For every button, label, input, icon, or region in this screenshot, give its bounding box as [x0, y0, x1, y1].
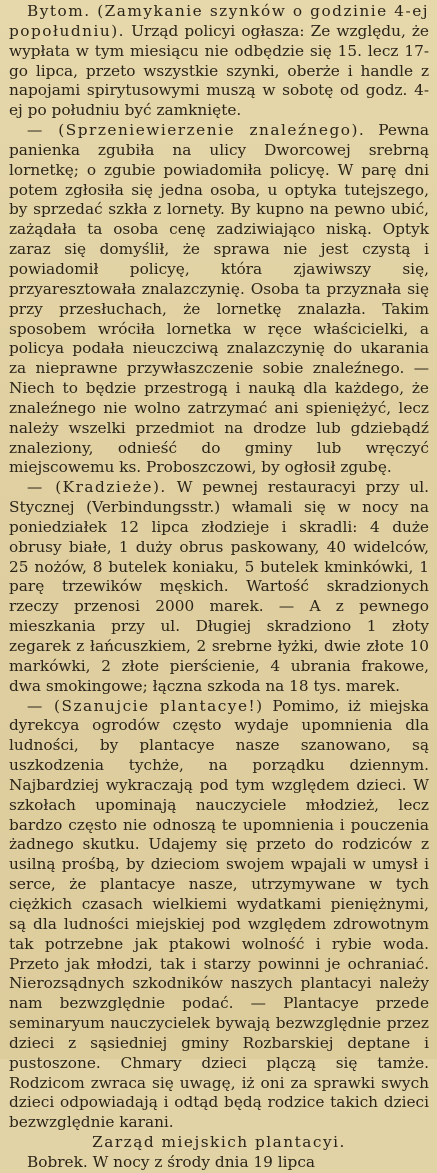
article-heading: — (Szanujcie plantacye!): [27, 696, 264, 715]
article-heading: Bytom. (Zamykanie szynków o godzinie 4-ej popołudniu).: [9, 2, 429, 40]
article-body: Pomimo, iż miejska dyrekcya ogrodów często wydaje upomnienia dla ludności, by plantacye nasze szanowano, są uszkodzenia tychże, na porządku dziennym. Najbardziej wykraczają pod tym względem dzieci. W szkołach upominają nauczyciele młodzież, lecz bardzo często nie odnoszą te upomnienia i pouczenia żadnego skutku. Udajemy się przeto do rodziców z usilną prośbą, by dzieciom swojem wpajali w umysł i serce, że plantacye nasze, utrzymywane w tych ciężkich czasach wielkiemi wydatkami pieniężnymi, są dla ludności miejskiej pod względem zdrowotnym tak potrzebne jak ptakowi wolność i rybie woda. Przeto jak młodzi, tak i starzy powinni je ochraniać. Nierozsądnych szkodników naszych plantacyi należy nam bezwzględnie podać. — Plantacye przede seminaryum nauczycielek bywają bezwzględnie przez dzieci z sąsiedniej gminy Rozbarskiej deptane i pustoszone. Chmary dzieci plączą się tamże. Rodzicom zwraca się uwagę, iż oni za sprawki swych dzieci odpowiadają i odtąd będą rodzice takich dzieci bezwzględnie karani.: [9, 696, 429, 1132]
article-body: W pewnej restauracyi przy ul. Stycznej (Verbindungsstr.) włamali się w nocy na poniedziałek 12 lipca złodzieje i skradli: 4 duże obrusy białe, 1 duży obrus paskowany, 40 widelców, 25 nożów, 8 butelek koniaku, 5 butelek kminkówki, 1 parę trzewików męskich. Wartość skradzionych rzeczy przenosi 2000 marek. — A z pewnego mieszkania przy ul. Długiej skradziono 1 złoty zegarek z łańcuszkiem, 2 srebrne łyżki, dwie złote 10 markówki, 2 złote pierścienie, 4 ubrania frakowe, dwa smokingowe; łączna szkoda na 18 tys. marek.: [9, 478, 429, 695]
article-heading: — (Kradzieże).: [27, 478, 167, 497]
article-column: [9, 2, 429, 1171]
article-heading: — (Sprzeniewierzenie znaleźnego).: [27, 121, 366, 140]
article-respect-plantings: [9, 697, 429, 1134]
article-embezzlement: [9, 121, 429, 478]
article-body: Urząd policyi ogłasza: Ze względu, że wypłata w tym miesiącu nie odbędzie się 15. lecz 17-go lipca, przeto wszystkie szynki, oberże i handle z napojami spirytusowymi muszą w sobotę od godz. 4-ej po południu być zamknięte.: [9, 21, 429, 120]
article-bytom-closing-taverns: [9, 2, 429, 121]
article-thefts: [9, 478, 429, 696]
article-body: Pewna panienka zgubiła na ulicy Dworcowej srebrną lornetkę; o zgubie powiadomiła policyę. W parę dni potem zgłosiła się jedna osoba, u optyka tutejszego, by sprzedać szkła z lornety. By kupno na pewno ubić, zażądała ta osoba cenę zadziwiająco niską. Optyk zaraz się domyślił, że sprawa nie jest czystą i powiadomił policyę, która zjawiwszy się, przyaresztowała znalazczynię. Osoba ta przyznała się przy przesłuchach, że lornetkę znalazła. Takim sposobem wróciła lornetka w ręce właścicielki, a policya podała nieuczciwą znalazczynię do ukarania za nieprawne przywłaszczenie sobie znaleźnego. — Niech to będzie przestrogą i nauką dla każdego, że znaleźnego nie wolno zatrzymać ani spieniężyć, lecz należy wszelki przedmiot na drodze lub gdziebądź znaleziony, odnieść do gminy lub wręczyć miejscowemu ks. Proboszczowi, by ogłosił zgubę.: [9, 121, 429, 477]
article-signature: Zarząd miejskich plantacyi.: [92, 1133, 346, 1152]
cut-off-next-article: Bobrek. W nocy z środy dnia 19 lipca: [27, 1152, 316, 1171]
